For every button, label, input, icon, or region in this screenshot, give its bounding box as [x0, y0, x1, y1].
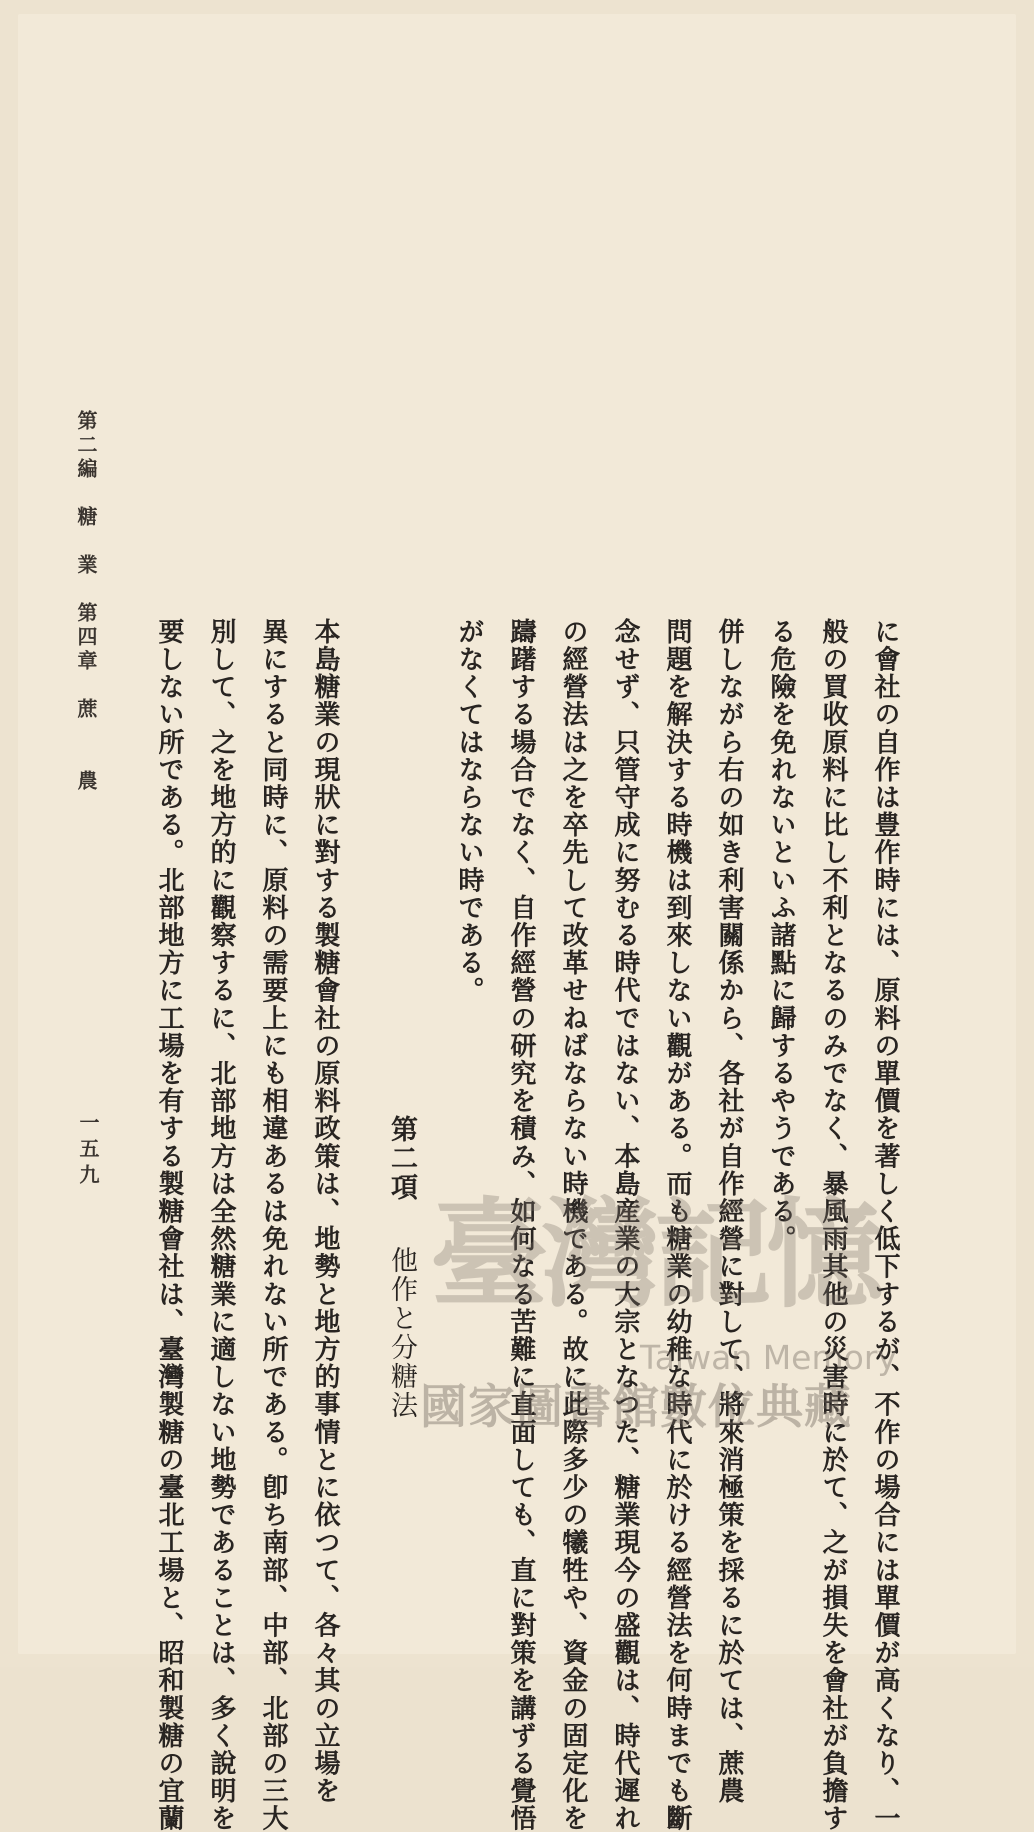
body-column-11: 異にすると同時に、原料の需要上にも相違あるは免れない所である。卽ち南部、中部、北部の三大 — [258, 618, 288, 1832]
body-column-6: 念せず、只管守成に努むる時代ではない、本島産業の大宗となつた、糖業現今の盛觀は、時代遲れ — [610, 618, 640, 1832]
watermark-english-text: Taiwan Memory — [640, 1338, 897, 1377]
page-number: 一五九 — [76, 1112, 100, 1190]
section-heading — [388, 1115, 415, 1420]
section-title: 他作と分糖法 — [386, 1246, 417, 1420]
watermark-chinese-text: 國家圖書館數位典藏 — [420, 1380, 852, 1435]
body-column-4: 併しながら右の如き利害關係から、各社が自作經營に對して、將來消極策を採るに於ては、蔗農 — [714, 618, 744, 1805]
running-title: 第二編 糖 業 第四章 蔗 農 — [74, 410, 98, 794]
body-column-13: 要しない所である。北部地方に工場を有する製糖會社は、臺灣製糖の臺北工場と、昭和製糖の宜蘭 — [154, 618, 184, 1832]
section-number: 第二項 — [386, 1115, 417, 1202]
body-column-1: に會社の自作は豊作時には、原料の單價を著しく低下するが、不作の場合には單價が高くなり、一 — [870, 618, 900, 1832]
body-column-5: 問題を解決する時機は到來しない觀がある。而も糖業の幼稚な時代に於ける經營法を何時までも斷 — [662, 618, 692, 1832]
body-column-2: 般の買收原料に比し不利となるのみでなく、暴風雨其他の災害時に於て、之が損失を會社が負擔す — [818, 618, 848, 1832]
library-watermark — [420, 1160, 920, 1440]
body-column-3: る危險を免れないといふ諸點に歸するやうである。 — [766, 618, 796, 1253]
body-column-8: 躊躇する場合でなく、自作經營の研究を積み、如何なる苦難に直面しても、直に對策を講ずる覺悟 — [506, 618, 536, 1832]
body-column-10: 本島糖業の現狀に對する製糖會社の原料政策は、地勢と地方的事情とに依つて、各々其の立場を — [310, 618, 340, 1805]
watermark-brush-text: 臺灣記憶 — [430, 1185, 879, 1324]
body-column-12: 別して、之を地方的に觀察するに、北部地方は全然糖業に適しない地勢であることは、多く說明を — [206, 618, 236, 1832]
body-column-7: の經營法は之を卒先して改革せねばならない時機である。故に此際多少の犧牲や、資金の固定化を — [558, 618, 588, 1832]
body-column-9: がなくてはならない時である。 — [454, 618, 484, 1005]
